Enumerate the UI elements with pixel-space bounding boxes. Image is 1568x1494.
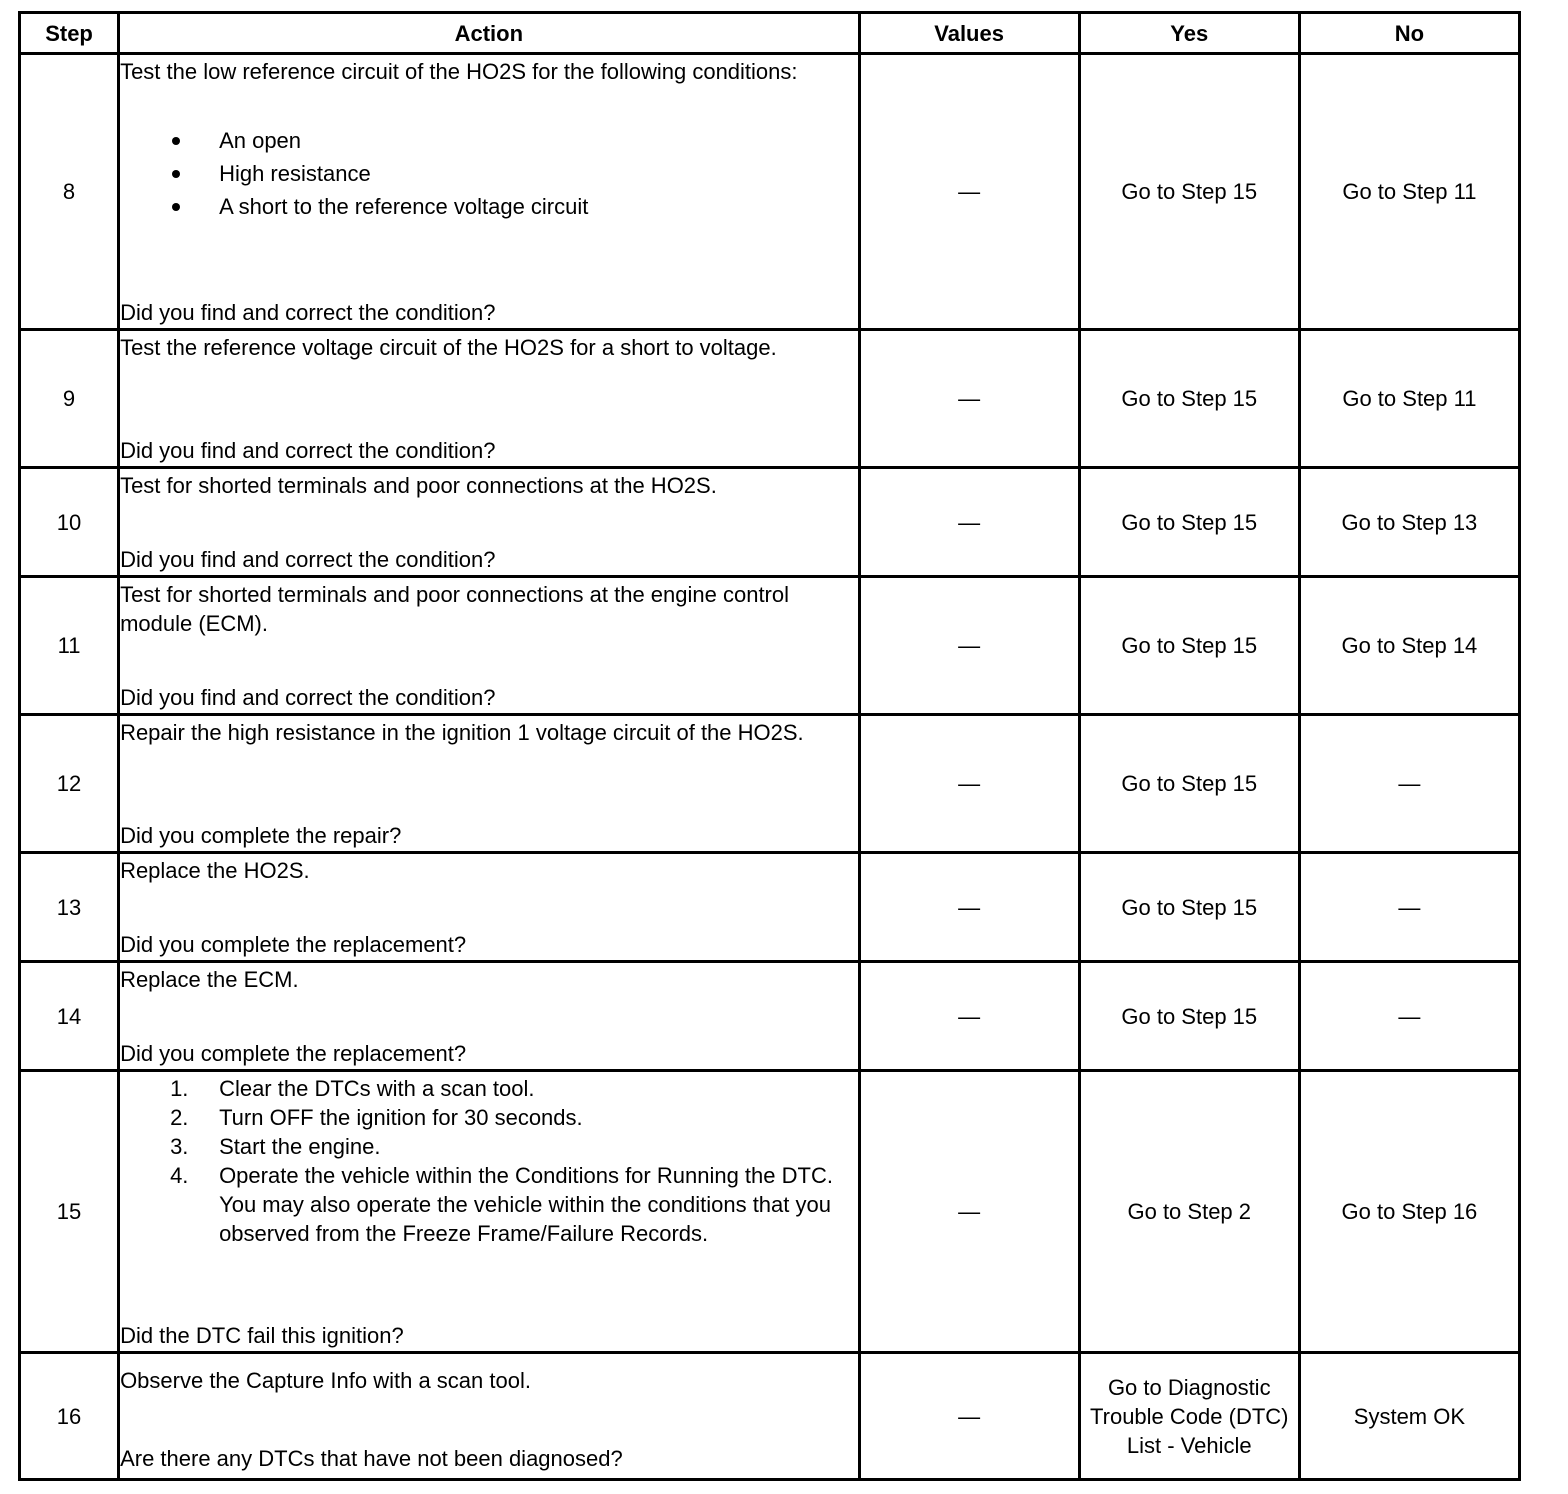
- action-question: Did you find and correct the condition?: [120, 684, 496, 710]
- step-text: Operate the vehicle within the Conditions for Running the DTC. You may also operate the vehicle within the conditions that you observed from the Freeze Frame/Failure Records.: [219, 1162, 833, 1246]
- yes-cell: Go to Step 15: [1079, 962, 1299, 1071]
- header-no: No: [1299, 13, 1519, 54]
- action-cell: [119, 853, 859, 962]
- action-question: Did the DTC fail this ignition?: [120, 1322, 404, 1348]
- action-question: Did you complete the replacement?: [120, 1040, 467, 1066]
- no-cell: Go to Step 16: [1299, 1071, 1519, 1353]
- step-text: Turn OFF the ignition for 30 seconds.: [219, 1104, 583, 1130]
- values-cell: —: [859, 962, 1079, 1071]
- table-row: [20, 715, 1520, 853]
- action-description: Test the low reference circuit of the HO2S for the following conditions:: [120, 58, 798, 84]
- values-cell: —: [859, 715, 1079, 853]
- list-item: [120, 1103, 857, 1132]
- yes-cell: Go to Step 15: [1079, 330, 1299, 468]
- header-action: Action: [119, 13, 859, 54]
- no-cell: Go to Step 14: [1299, 577, 1519, 715]
- step-index: 3.: [170, 1133, 189, 1159]
- action-description: Test the reference voltage circuit of the HO2S for a short to voltage.: [120, 334, 777, 360]
- no-cell: Go to Step 11: [1299, 330, 1519, 468]
- yes-cell: Go to Step 15: [1079, 468, 1299, 577]
- step-text: Clear the DTCs with a scan tool.: [219, 1075, 535, 1101]
- action-description: Test for shorted terminals and poor connections at the HO2S.: [120, 472, 717, 498]
- header-row: [20, 13, 1520, 54]
- action-question: Are there any DTCs that have not been diagnosed?: [120, 1445, 623, 1471]
- action-question: Did you complete the repair?: [120, 822, 402, 848]
- values-cell: —: [859, 853, 1079, 962]
- yes-cell: Go to Step 15: [1079, 577, 1299, 715]
- action-description: Test for shorted terminals and poor connections at the engine control module (ECM).: [120, 581, 790, 636]
- action-description: Repair the high resistance in the ignition 1 voltage circuit of the HO2S.: [120, 719, 804, 745]
- table-row: [20, 1071, 1520, 1353]
- yes-cell: Go to Diagnostic Trouble Code (DTC) List - Vehicle: [1079, 1353, 1299, 1480]
- list-item: High resistance: [120, 157, 857, 190]
- no-cell: —: [1299, 853, 1519, 962]
- no-cell: —: [1299, 715, 1519, 853]
- values-cell: —: [859, 330, 1079, 468]
- action-cell: [119, 962, 859, 1071]
- yes-cell: Go to Step 15: [1079, 54, 1299, 330]
- action-description: Replace the HO2S.: [120, 857, 310, 883]
- table-row: [20, 577, 1520, 715]
- action-cell: [119, 577, 859, 715]
- condition-list: [120, 124, 857, 223]
- list-item: [120, 1074, 857, 1103]
- action-question: Did you find and correct the condition?: [120, 437, 496, 463]
- list-item: [120, 1161, 857, 1248]
- action-question: Did you find and correct the condition?: [120, 299, 496, 325]
- no-cell: System OK: [1299, 1353, 1519, 1480]
- action-cell: [119, 715, 859, 853]
- step-number: 10: [20, 468, 119, 577]
- header-yes: Yes: [1079, 13, 1299, 54]
- step-number: 9: [20, 330, 119, 468]
- action-cell: [119, 468, 859, 577]
- yes-cell: Go to Step 15: [1079, 715, 1299, 853]
- values-cell: —: [859, 468, 1079, 577]
- table-row: [20, 468, 1520, 577]
- table-row: [20, 853, 1520, 962]
- action-cell: [119, 1071, 859, 1353]
- no-cell: Go to Step 11: [1299, 54, 1519, 330]
- step-number: 15: [20, 1071, 119, 1353]
- step-number: 8: [20, 54, 119, 330]
- action-question: Did you complete the replacement?: [120, 931, 467, 957]
- header-step: Step: [20, 13, 119, 54]
- no-cell: —: [1299, 962, 1519, 1071]
- values-cell: —: [859, 1071, 1079, 1353]
- action-question: Did you find and correct the condition?: [120, 546, 496, 572]
- no-cell: Go to Step 13: [1299, 468, 1519, 577]
- table-row: [20, 54, 1520, 330]
- step-index: 1.: [170, 1075, 189, 1101]
- action-cell: [119, 330, 859, 468]
- values-cell: —: [859, 1353, 1079, 1480]
- step-number: 13: [20, 853, 119, 962]
- step-index: 2.: [170, 1104, 189, 1130]
- step-text: Start the engine.: [219, 1133, 381, 1159]
- step-number: 11: [20, 577, 119, 715]
- action-cell: [119, 54, 859, 330]
- header-values: Values: [859, 13, 1079, 54]
- diagnostic-table: [18, 11, 1521, 1481]
- list-item: [120, 1132, 857, 1161]
- step-number: 14: [20, 962, 119, 1071]
- table-row: [20, 962, 1520, 1071]
- values-cell: —: [859, 577, 1079, 715]
- action-description: Observe the Capture Info with a scan tool.: [120, 1367, 531, 1393]
- table-row: [20, 330, 1520, 468]
- action-cell: [119, 1353, 859, 1480]
- values-cell: —: [859, 54, 1079, 330]
- action-description: Replace the ECM.: [120, 966, 299, 992]
- numbered-steps: [120, 1074, 857, 1248]
- list-item: A short to the reference voltage circuit: [120, 190, 857, 223]
- list-item: An open: [120, 124, 857, 157]
- yes-cell: Go to Step 15: [1079, 853, 1299, 962]
- step-number: 16: [20, 1353, 119, 1480]
- step-index: 4.: [170, 1162, 189, 1188]
- table-row: [20, 1353, 1520, 1480]
- yes-cell: Go to Step 2: [1079, 1071, 1299, 1353]
- step-number: 12: [20, 715, 119, 853]
